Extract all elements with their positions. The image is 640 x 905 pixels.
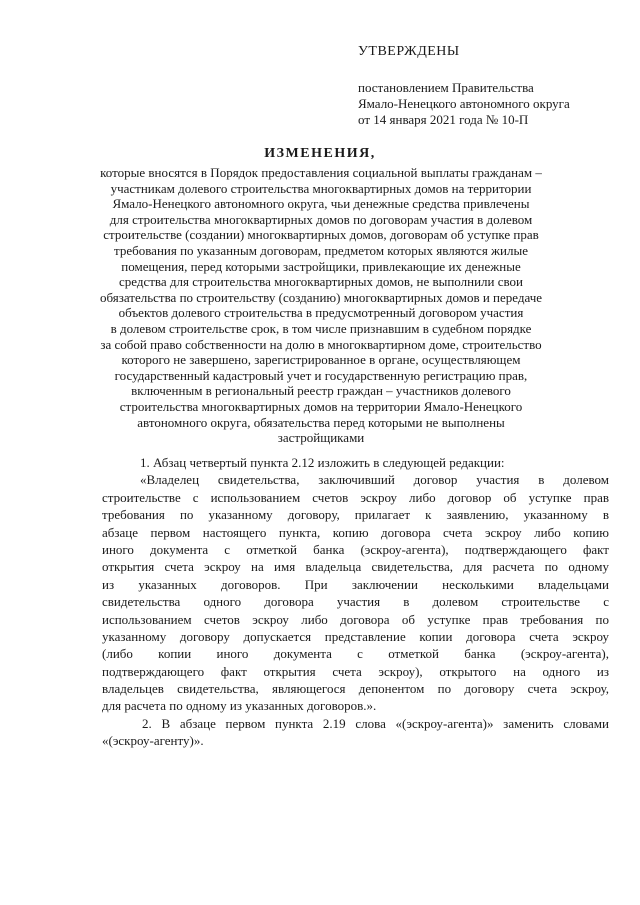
document-title: ИЗМЕНЕНИЯ,	[264, 146, 376, 161]
subtitle-line: строительства многоквартирных домов на территории Ямало-Ненецкого	[119, 398, 523, 414]
approved-stamp: УТВЕРЖДЕНЫ	[358, 44, 460, 59]
decree-line: постановлением Правительства	[358, 80, 534, 95]
body-line: иного документа с отметкой банка (эскроу-агента), подтверждающего факт	[102, 541, 609, 557]
subtitle-line: строительстве (создании) многоквартирных домов, договорам об уступке прав	[103, 227, 539, 243]
subtitle-line: которые вносятся в Порядок предоставления социальной выплаты гражданам –	[100, 165, 542, 180]
subtitle-line: включенным в региональный реестр граждан – участников долевого	[131, 383, 511, 399]
document-body	[102, 454, 609, 750]
subtitle-line: за собой право собственности на долю в многоквартирном доме, строительство	[100, 336, 542, 352]
decree-line: Ямало-Ненецкого автономного округа	[358, 96, 570, 111]
body-line: открытия счета эскроу на имя владельца свидетельства, для расчета по одному	[102, 559, 609, 575]
body-line: указанному договору допускается представление копии договора счета эскроу	[102, 628, 609, 644]
body-line: «Владелец свидетельства, заключивший договор участия в долевом	[140, 472, 609, 488]
decree-reference	[358, 80, 628, 128]
body-line: свидетельства одного договора участия в долевом строительстве с	[102, 594, 609, 610]
subtitle-line: требования по указанным договорам, предметом которых являются жилые	[113, 242, 528, 258]
body-line: (либо копии иного документа с отметкой банка (эскроу-агента),	[102, 646, 609, 662]
subtitle-line: помещения, перед которыми застройщики, привлекающие их денежные	[121, 258, 521, 274]
body-line: требования по указанному договору, прилагает к заявлению, указанному в	[102, 507, 609, 523]
subtitle-line: застройщиками	[277, 430, 365, 446]
subtitle-line: для строительства многоквартирных домов по договорам участия в долевом	[109, 211, 533, 227]
body-line: для расчета по одному из указанных договоров.».	[102, 698, 377, 714]
body-line: строительстве с использованием счетов эскроу либо договор об уступке прав	[102, 489, 609, 505]
document-subtitle	[80, 165, 562, 446]
subtitle-line: обязательства по строительству (созданию) многоквартирных домов и передаче	[99, 289, 543, 305]
body-line: подтверждающего факт открытия счета эскроу), открытого на одного из	[102, 663, 609, 679]
subtitle-line: автономного округа, обязательства перед которыми не выполнены	[137, 414, 505, 430]
body-line: владельцев свидетельства, являющегося депонентом по договору счета эскроу,	[102, 681, 609, 697]
subtitle-line: участникам долевого строительства многоквартирных домов на территории	[110, 180, 532, 196]
body-line: «(эскроу-агенту)».	[102, 733, 204, 749]
subtitle-line: которого не завершено, зарегистрированное в органе, осуществляющем	[121, 352, 521, 368]
subtitle-line: государственный кадастровый учет и государственную регистрацию прав,	[114, 367, 528, 383]
subtitle-line: Ямало-Ненецкого автономного округа, чьи денежные средства привлечены	[112, 196, 530, 212]
subtitle-line: средства для строительства многоквартирных домов, не выполнили свои	[118, 274, 523, 290]
body-line: 1. Абзац четвертый пункта 2.12 изложить в следующей редакции:	[140, 455, 505, 470]
body-line: использованием счетов эскроу либо договора об уступке прав требования по	[102, 611, 609, 627]
body-line: 2. В абзаце первом пункта 2.19 слова «(эскроу-агента)» заменить словами	[142, 715, 609, 731]
body-line: абзаце первом настоящего пункта, копию договора счета эскроу либо копию	[102, 524, 609, 540]
subtitle-line: в долевом строительстве срок, в том числе признавшим в судебном порядке	[110, 320, 532, 336]
subtitle-line: объектов долевого строительства в предусмотренный договором участия	[118, 305, 524, 321]
decree-line: от 14 января 2021 года № 10-П	[358, 112, 529, 127]
body-line: из указанных договоров. При заключении несколькими владельцами	[102, 576, 609, 592]
